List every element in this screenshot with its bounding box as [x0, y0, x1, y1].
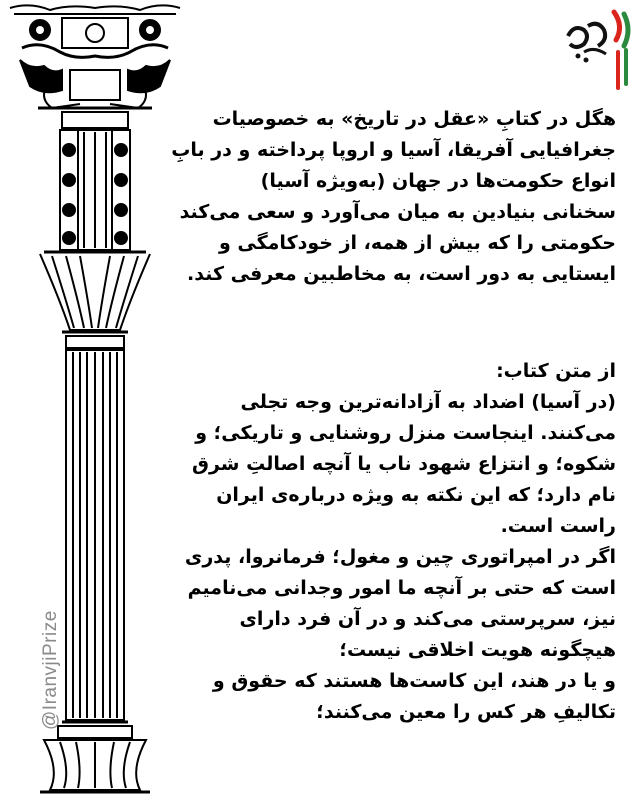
- text-line: (در آسیا) اضداد به آزادانه‌ترین وجه تجلی: [240, 391, 616, 413]
- text-line: ایستایی به دور است، به مخاطبین معرفی کند.: [187, 263, 616, 285]
- iranvij-logo-icon: [554, 6, 634, 96]
- text-line: است که حتی بر آنچه ما امور وجدانی می‌نامیم: [187, 577, 616, 599]
- text-line: از متن کتاب:: [496, 360, 616, 382]
- text-line: نیز، سرپرستی می‌کند و در آن فرد دارای: [239, 608, 616, 630]
- text-line: هیچگونه هویت اخلاقی نیست؛: [339, 639, 616, 661]
- text-line: راست است.: [500, 515, 616, 537]
- text-line: انواع حکومت‌ها در جهان (به‌ویژه آسیا): [260, 170, 616, 192]
- persepolis-column-illustration: [0, 0, 190, 800]
- text-line: نام دارد؛ که این نکته به ویژه درباره‌ی ایران: [216, 484, 616, 506]
- text-line: جغرافیایی آفریقا، آسیا و اروپا پرداخته و در بابِ: [171, 139, 616, 161]
- text-line: تکالیفِ هر کس را معین می‌کنند؛: [316, 701, 616, 723]
- paragraph-quote: [166, 356, 616, 728]
- text-line: هگل در کتابِ «عقل در تاریخ» به خصوصیات: [212, 108, 616, 130]
- text-line: شکوه؛ و انتزاع شهود ناب یا آنچه اصالتِ شرق: [191, 453, 616, 475]
- text-line: سخنانی بنیادین به میان می‌آورد و سعی می‌کند: [179, 201, 616, 223]
- watermark-handle: @IranvjiPrize: [40, 610, 61, 730]
- paragraph-intro: [166, 104, 616, 290]
- text-line: اگر در امپراتوری چین و مغول؛ فرمانروا، پدری: [184, 546, 616, 568]
- text-line: می‌کنند. اینجاست منزل روشنایی و تاریکی؛ و: [195, 422, 616, 444]
- text-line: و یا در هند، این کاست‌ها هستند که حقوق و: [212, 670, 616, 692]
- text-line: حکومتی را که بیش از همه، از خودکامگی و: [218, 232, 616, 254]
